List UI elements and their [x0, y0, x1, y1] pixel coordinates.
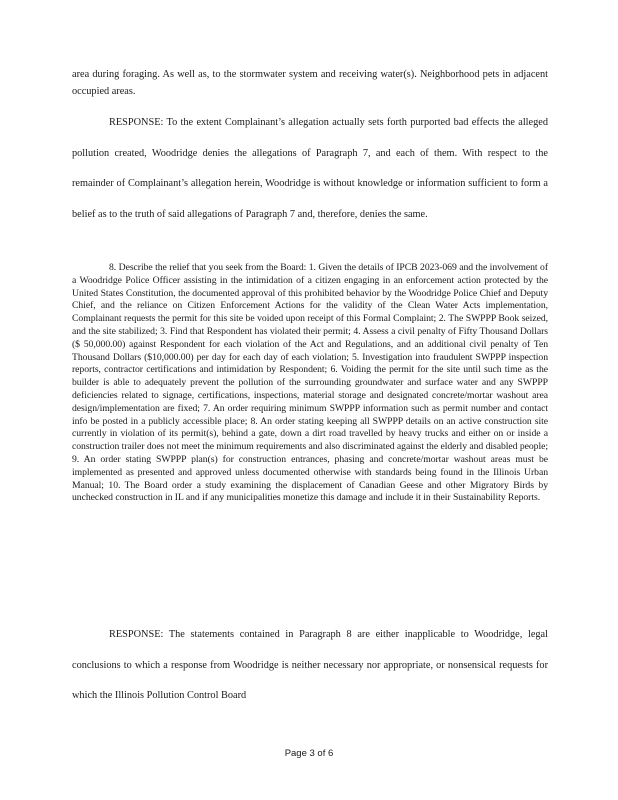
response-paragraph-7: RESPONSE: To the extent Complainant’s allegation actually sets forth purported bad effects the alleged pollution created, Woodridge denies the allegations of Paragraph 7, and each of them. With respect to the remainder of Complainant’s allegation herein, Woodridge is without knowledge or information sufficient to form a belief as to the truth of said allegations of Paragraph 7 and, therefore, denies the same.	[72, 117, 548, 220]
paragraph-8-relief-sought: 8. Describe the relief that you seek from the Board: 1. Given the details of IPCB 2023-069 and the involvement of a Woodridge Police Officer assisting in the intimidation of a citizen engaging in an enforcement action protected by the United States Constitution, the documented approval of this prohibited behavior by the Woodridge Police Chief and Deputy Chief, and the reliance on Citizen Enforcement Actions for the validity of the Clean Water Acts implementation, Complainant requests the permit for this site be voided upon receipt of this Formal Complaint; 2. The SWPPP Book seized, and the site stabilized; 3. Find that Respondent has violated their permit; 4. Assess a civil penalty of Fifty Thousand Dollars ($ 50,000.00) against Respondent for each violation of the Act and Regulations, and an additional civil penalty of Ten Thousand Dollars ($10,000.00) per day for each day of each violation; 5. Investigation into fraudulent SWPPP inspection reports, contractor certifications and intimidation by Respondent; 6. Voiding the permit for the site until such time as the builder is able to adequately prevent the pollution of the surrounding groundwater and surface water and any SWPPP deficiencies related to signage, certifications, inspections, material storage and designated concrete/mortar washout area design/implementation are fixed; 7. An order requiring minimum SWPPP information such as permit number and contact info be posted in a publicly accessible place; 8. An order stating keeping all SWPPP details on an active construction site currently in violation of its permit(s), behind a gate, down a dirt road travelled by heavy trucks and either on or inside a construction trailer does not meet the minimum requirements and also discriminated against the elderly and disabled people; 9. An order stating SWPPP plan(s) for construction entrances, phasing and concrete/mortar washout areas must be implemented as presented and approved unless documented otherwise with standards being found in the Illinois Urban Manual; 10. The Board order a study examining the displacement of Canadian Geese and other Migratory Birds by unchecked construction in IL and if any municipalities monetize this damage and include it in their Sustainability Reports.	[72, 262, 548, 504]
paragraph-7-continuation: area during foraging. As well as, to the stormwater system and receiving water(s). Neighborhood pets in adjacent occupied areas.	[72, 69, 548, 97]
page-number-footer: Page 3 of 6	[284, 748, 334, 759]
response-paragraph-8: RESPONSE: The statements contained in Paragraph 8 are either inapplicable to Woodridge, legal conclusions to which a response from Woodridge is neither necessary nor appropriate, or nonsensical requests for which the Illinois Pollution Control Board	[72, 629, 548, 701]
